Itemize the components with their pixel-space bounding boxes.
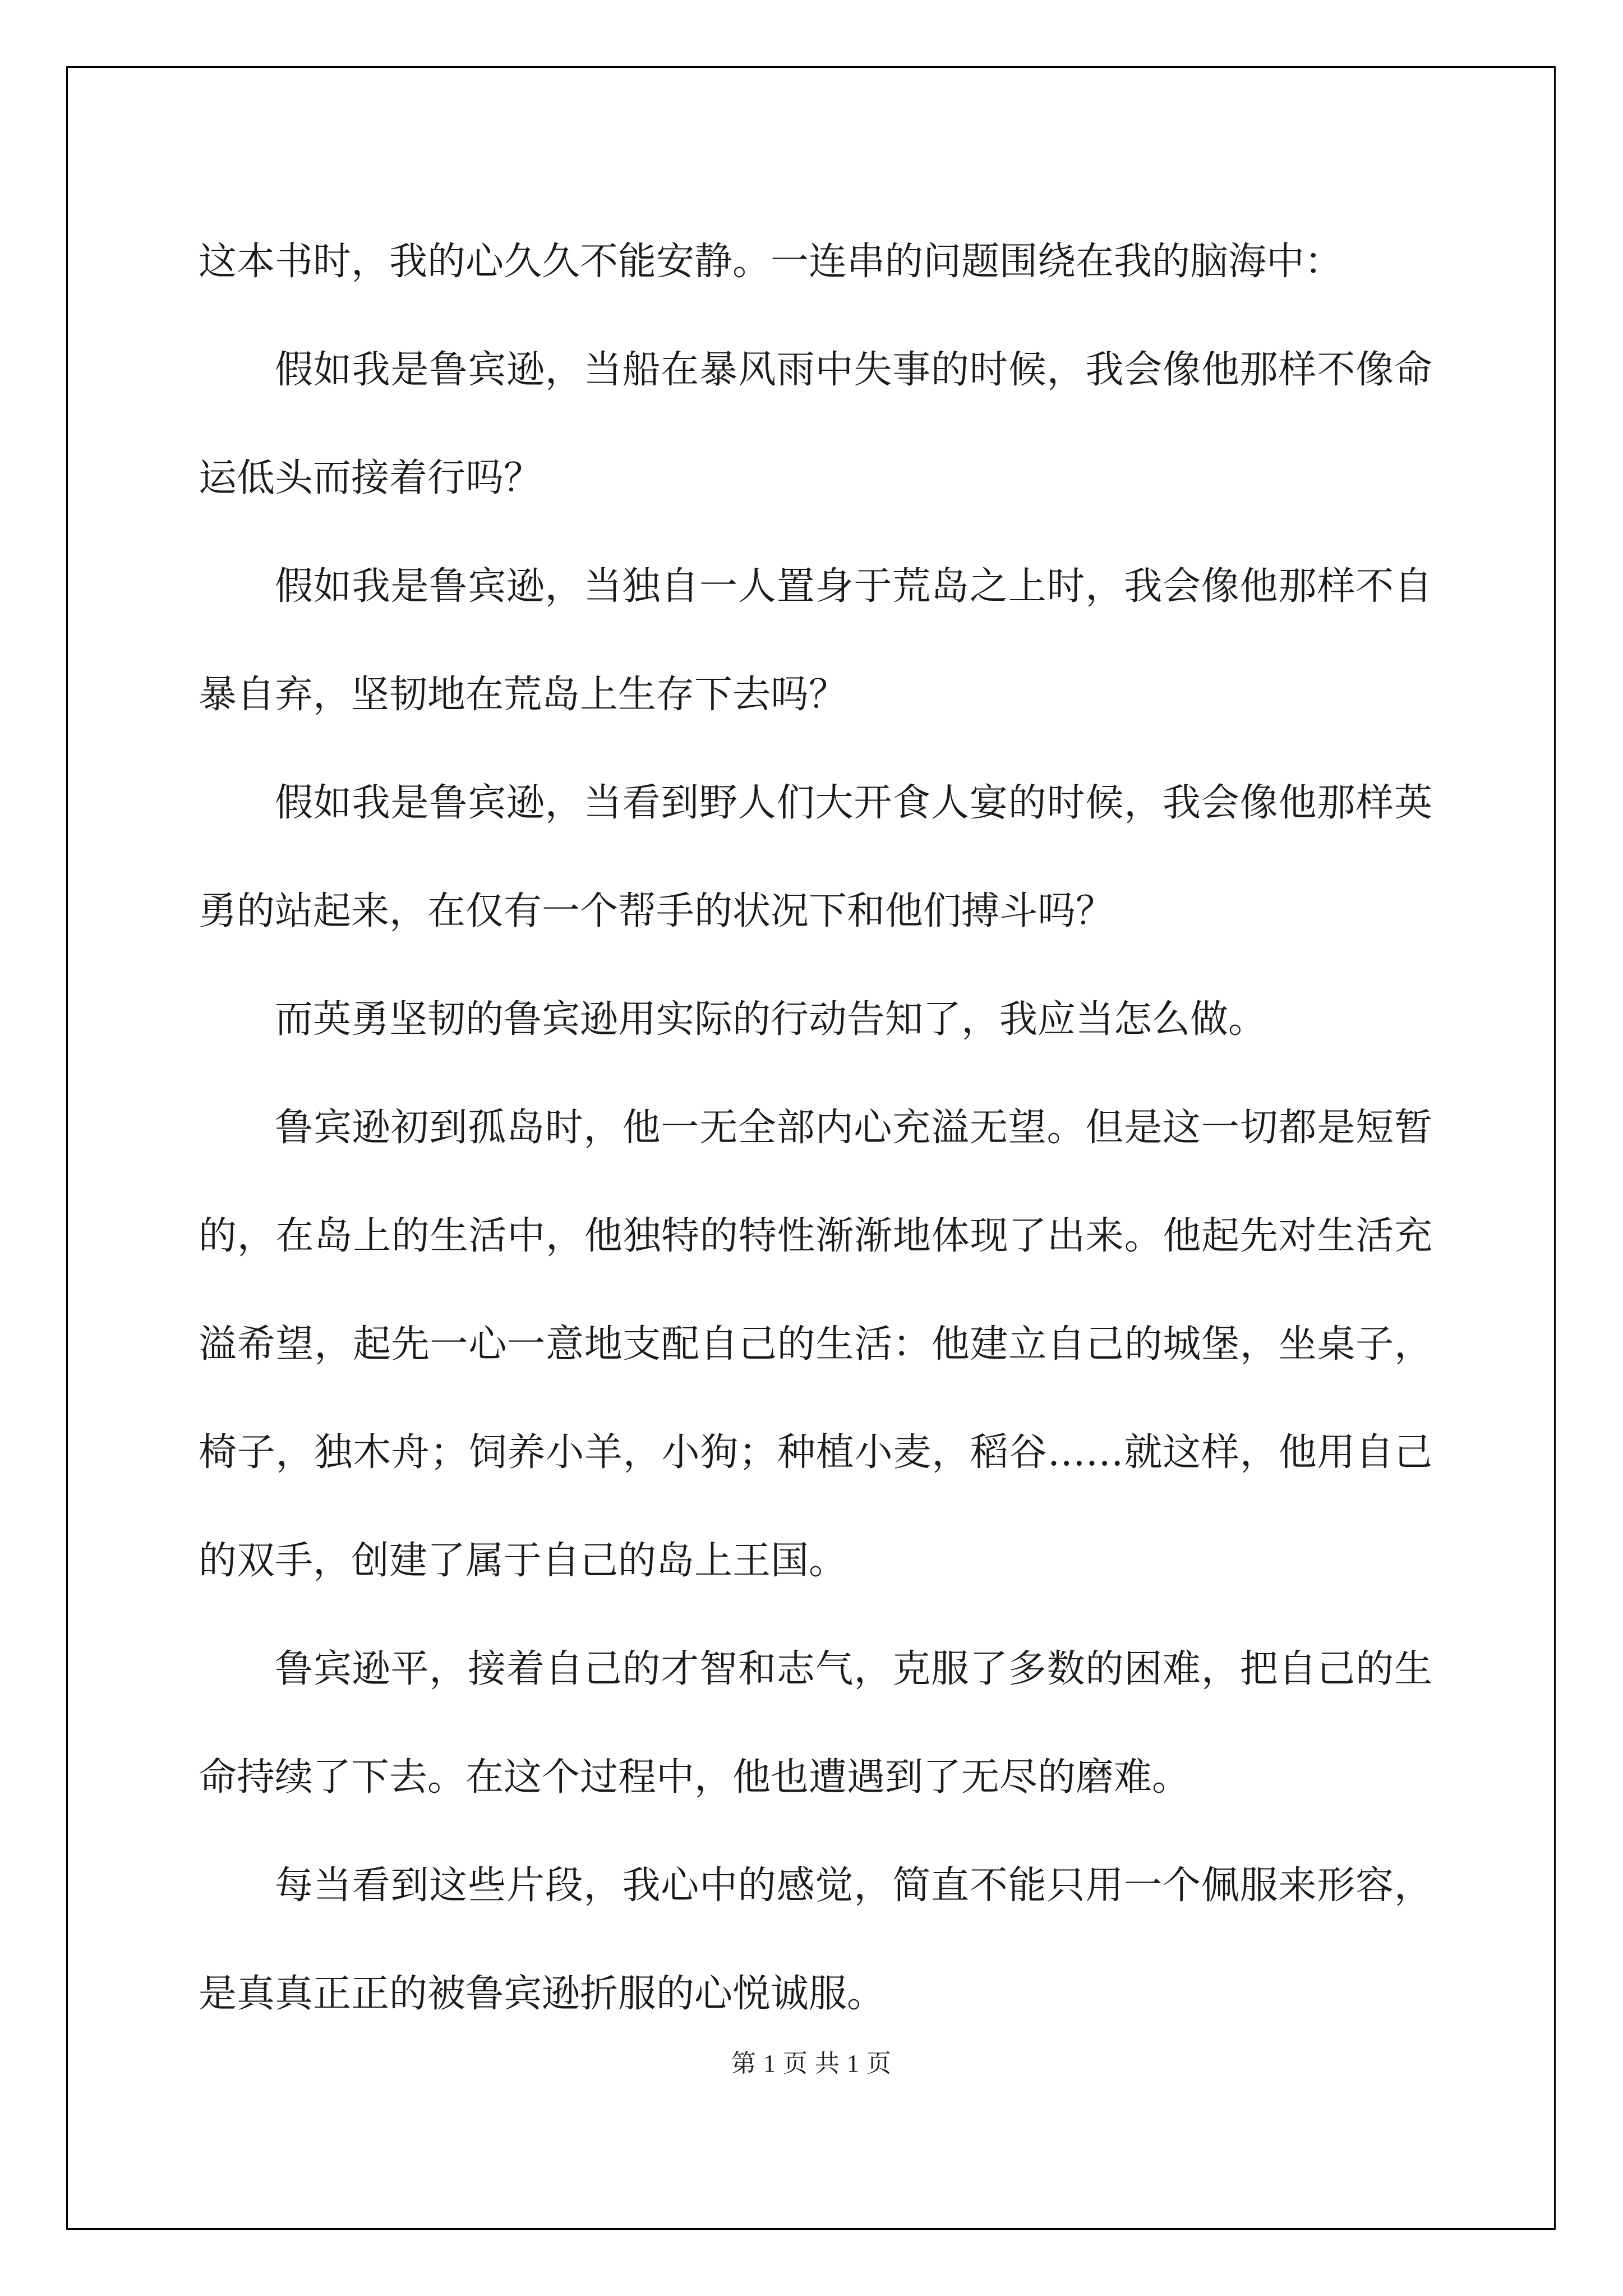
paragraph-1: 这本书时，我的心久久不能安静。一连串的问题围绕在我的脑海中： [199, 240, 1343, 284]
paragraph-2: 假如我是鲁宾逊，当船在暴风雨中失事的时候，我会像他那样不像命运低头而接着行吗？ [199, 348, 1432, 500]
paragraph-6: 鲁宾逊初到孤岛时，他一无全部内心充溢无望。但是这一切都是短暂的，在岛上的生活中，他独特的特性渐渐地体现了出来。他起先对生活充溢希望，起先一心一意地支配自己的生活：他建立自己的城堡，坐桌子，椅子，独木舟；饲养小羊，小狗；种植小麦，稻谷……就这样，他用自己的双手，创建了属于自己的岛上王国。 [199, 1106, 1432, 1583]
page-number-footer: 第 1 页 共 1 页 [731, 2050, 892, 2077]
paragraph-4: 假如我是鲁宾逊，当看到野人们大开食人宴的时候，我会像他那样英勇的站起来，在仅有一个帮手的状况下和他们搏斗吗？ [199, 781, 1432, 933]
paragraph-3: 假如我是鲁宾逊，当独自一人置身于荒岛之上时，我会像他那样不自暴自弃，坚韧地在荒岛上生存下去吗？ [199, 564, 1432, 717]
document-body [199, 208, 1432, 2048]
paragraph-5: 而英勇坚韧的鲁宾逊用实际的行动告知了，我应当怎么做。 [275, 997, 1267, 1042]
paragraph-8: 每当看到这些片段，我心中的感觉，简直不能只用一个佩服来形容，是真真正正的被鲁宾逊折服的心悦诚服。 [199, 1864, 1432, 2016]
paragraph-7: 鲁宾逊平，接着自己的才智和志气，克服了多数的困难，把自己的生命持续了下去。在这个过程中，他也遭遇到了无尽的磨难。 [199, 1647, 1432, 1800]
